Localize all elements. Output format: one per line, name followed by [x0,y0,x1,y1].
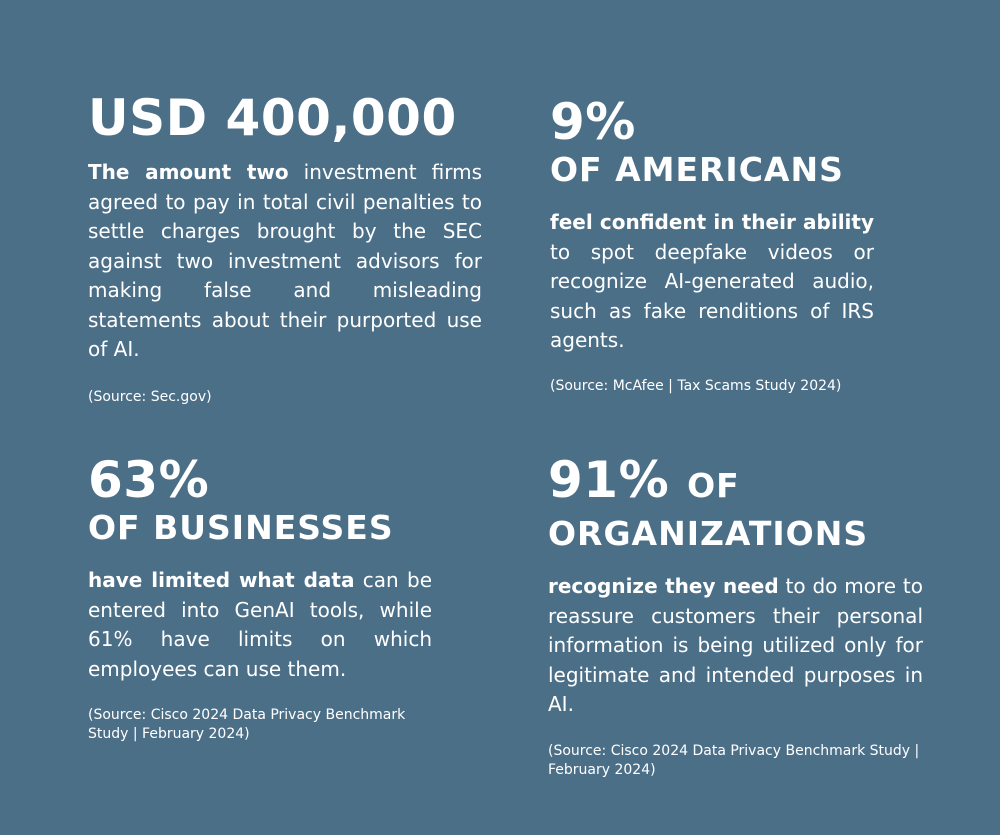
stat-description-rest: to spot deepfake videos or recognize AI-generated audio, such as fake renditions of IRS agents. [550,239,874,352]
stat-value: 63% [88,451,210,509]
stat-description-rest: investment firms agreed to pay in total civil penalties to settle charges brought by the SEC against two investment advisors for making false and misleading statements about their purported use of AI. [88,160,483,361]
stat-headline [88,452,432,548]
stat-headline [548,452,923,554]
stat-value: USD 400,000 [88,89,457,147]
stat-inline-sub: OF [687,466,740,505]
stat-subheadline: OF AMERICANS [550,150,844,189]
stat-subheadline: OF BUSINESSES [88,508,394,547]
stat-source: (Source: Cisco 2024 Data Privacy Benchmark Study | February 2024) [88,707,406,742]
stat-source: (Source: Sec.gov) [88,388,212,405]
stat-description [548,572,923,720]
stat-value: 91% [548,451,670,509]
stat-description-rest: to do more to reassure customers their personal information is being utilized only for legitimate and intended purposes in AI. [548,574,923,716]
stat-headline [550,94,874,190]
stat-block-businesses [88,452,432,744]
stat-block-americans [550,94,874,396]
stat-description [88,566,432,684]
stat-description-lead: The amount two [88,160,289,184]
stat-value-row [548,452,923,514]
stat-description-lead: have limited what data [88,568,355,592]
stat-value: 9% [550,93,636,151]
stat-subheadline: ORGANIZATIONS [548,514,869,553]
stat-description-rest: can be entered into GenAI tools, while 61% have limits on which employees can use them. [88,568,432,681]
stat-description-lead: recognize they need [548,574,779,598]
stat-source: (Source: McAfee | Tax Scams Study 2024) [550,377,842,394]
stat-description [550,208,874,356]
stat-block-organizations [548,452,923,780]
stat-block-sec-penalties [88,90,482,407]
stat-description [88,158,482,365]
stat-description-lead: feel confident in their ability [550,210,874,234]
stat-headline [88,90,482,146]
stat-source: (Source: Cisco 2024 Data Privacy Benchmark Study | February 2024) [548,742,920,778]
